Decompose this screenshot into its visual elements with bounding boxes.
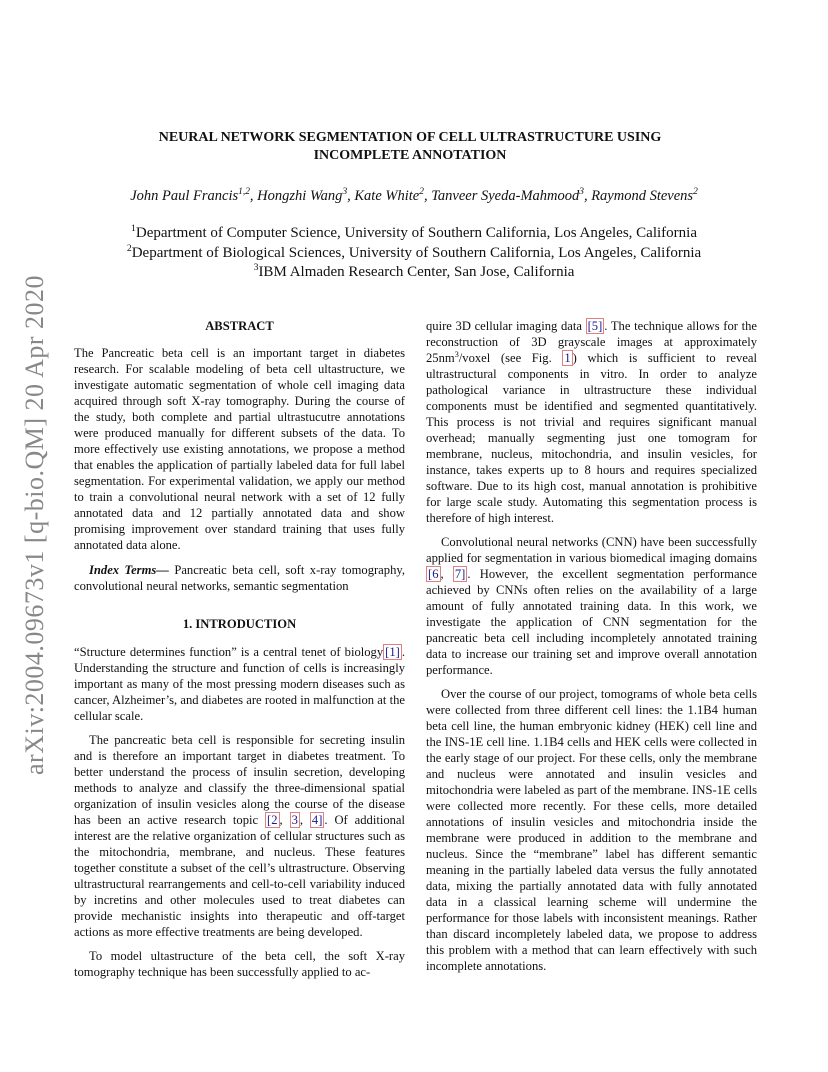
- citation-link[interactable]: [6: [428, 567, 439, 581]
- intro-paragraph-5: Over the course of our project, tomograms of whole beta cells were collected from three different cell lines: the 1.1B4 human beta cell line, the human embryonic kidney (HEK) cell line and the INS-1E cell line. 1.1B4 cells and HEK cells were collected in the early stage of our project. For these cells, only the membrane and nucleus were annotated and insulin vesicles and mitochondria were labeled as part of the membrane. INS-1E cells were collected more recently. For these cells, more detailed annotations of insulin vesicles and mitochondria inside the membrane were produced in addition to the membrane and nucleus. Since the “membrane” label has different semantic meaning in the partially labeled data versus the fully annotated data, mixing the partially annotated data with fully annotated data in a classical learning scheme will undermine the performance for those labels with inconsistent meanings. Rather than discard incompletely labeled data, we propose to address this problem with a method that can learn effectively with such incomplete annotations.: [426, 687, 757, 973]
- citation-link[interactable]: 3: [291, 813, 298, 827]
- author-name: Kate White: [354, 188, 420, 204]
- abstract-text: The Pancreatic beta cell is an important target in diabetes research. For scalable modeling of beta cell ultastructure, we investigate automatic segmentation of whole cell imaging data acquired through soft X-ray tomography. During the course of the study, both complete and partial ultrastucutre annotations were produced manually for different subsets of the data. To more effectively use existing annotations, we propose a method that enables the application of partially labeled data for full label segmentation. For experimental validation, we apply our method to train a convolutional neural network with a set of 12 fully annotated data and 12 partially annotated data and show promising improvement over standard training that uses fully annotated data alone.: [74, 346, 405, 552]
- paper-title: [80, 129, 740, 165]
- author-affiliation-mark: 3: [579, 187, 584, 198]
- intro-paragraph-1: “Structure determines function” is a central tenet of biology [1] . Understanding the structure and function of cells is increasingly important as many of the most pressing modern diseases such as cancer, Alzheimer’s, and diabetes are rooted in malfunction at the cellular scale.: [74, 645, 405, 723]
- right-column: [426, 318, 757, 982]
- title-line-2: INCOMPLETE ANNOTATION: [313, 148, 507, 163]
- arxiv-sidebar-stamp: [12, 260, 58, 790]
- affiliation-item: $^2$Department of Biological Sciences, University of Southern California, Los Angeles, California: [126, 242, 702, 261]
- citation-link[interactable]: 4]: [311, 813, 323, 827]
- arxiv-identifier: arXiv:2004.09673v1 [q-bio.QM] 20 Apr 2020: [20, 274, 49, 776]
- affiliation-item: $^3$IBM Almaden Research Center, San Jose, California: [253, 262, 575, 280]
- intro-paragraph-3-continued: quire 3D cellular imaging data [5] . The technique allows for the reconstruction of 3D grayscale images at approximately $25nm^3$/voxel (see Fig. 1 ) which is sufficient to reveal ultrastructural components in vitro. In order to analyze pathological variance in ultrastructure these individual components must be identified and segmented quantitatively. This process is not trivial and requires significant manual overhead; manually segmenting just one tomogram for membrane, nucleus, mitochondria, and insulin vesicles, for instance, takes experts up to 8 hours and requires specialized software. Due to its high cost, manual annotation is prohibitive for large scale study. Automating this segmentation process is therefore of high interest.: [426, 319, 757, 525]
- left-column: [74, 318, 405, 988]
- introduction-heading: 1. INTRODUCTION: [182, 617, 297, 631]
- index-terms-label: Index Terms—: [89, 563, 169, 577]
- author-name: Hongzhi Wang: [257, 188, 343, 204]
- intro-paragraph-2: The pancreatic beta cell is responsible for secreting insulin and is therefore an important target in diabetes treatment. To better understand the process of insulin secretion, developing methods to analyze and classify the three-dimensional spatial organization of insulin vesicles along the course of the disease has been an active research topic [2 , 3 , 4] . Of additional interest are the relative organization of cellular structures such as the mitochondria, membrane, and nucleus. These features together constitute a subset of the cell’s ultrastructure. Observing ultrastructural rearrangements and cell-to-cell variability induced by incretins and other molecules used to treat diabetes can provide mechanistic insights into therapeutic and off-target actions as more effective treatments are being developed.: [74, 733, 405, 939]
- author-affiliation-mark: 2: [419, 187, 424, 198]
- index-terms: [74, 562, 405, 594]
- citation-link[interactable]: 7]: [454, 567, 466, 581]
- index-terms-text: Pancreatic beta cell, soft x-ray tomography, convolutional neural networks, semantic segmentation: [74, 563, 405, 593]
- author-list: John Paul Francis$^{1,2}$, Hongzhi Wang$^3$, Kate White$^2$, Tanveer Syeda-Mahmood$^3$, Raymond Stevens$^2$: [130, 187, 698, 204]
- author-affiliation-mark: 1,2: [238, 187, 250, 198]
- figure-reference-link[interactable]: 1: [564, 351, 571, 365]
- affiliation-item: $^1$Department of Computer Science, University of Southern California, Los Angeles, California: [131, 223, 697, 241]
- affiliation-list: [60, 224, 768, 283]
- author-name: John Paul Francis: [130, 188, 239, 204]
- author-name: Raymond Stevens: [591, 188, 694, 204]
- title-line-1: NEURAL NETWORK SEGMENTATION OF CELL ULTRASTRUCTURE USING: [158, 130, 662, 145]
- author-affiliation-mark: 2: [693, 187, 698, 198]
- citation-link[interactable]: [1]: [385, 645, 400, 659]
- citation-link[interactable]: [2: [267, 813, 278, 827]
- intro-paragraph-4: Convolutional neural networks (CNN) have been successfully applied for segmentation in various biomedical imaging domains [6 , 7] . However, the excellent segmentation performance achieved by CNNs often relies on the availability of a large amount of fully annotated training data. In this work, we investigate the application of CNN segmentation for the pancreatic beta cell including incompletely annotated training data to increase our training set and improve overall annotation performance.: [426, 535, 758, 677]
- intro-paragraph-3: To model ultastructure of the beta cell, the soft X-ray tomography technique has been successfully applied to ac-: [74, 949, 405, 979]
- abstract-heading: ABSTRACT: [205, 319, 274, 333]
- citation-link[interactable]: [5]: [587, 319, 603, 333]
- author-affiliation-mark: 3: [342, 187, 348, 198]
- author-name: Tanveer Syeda-Mahmood: [431, 188, 580, 204]
